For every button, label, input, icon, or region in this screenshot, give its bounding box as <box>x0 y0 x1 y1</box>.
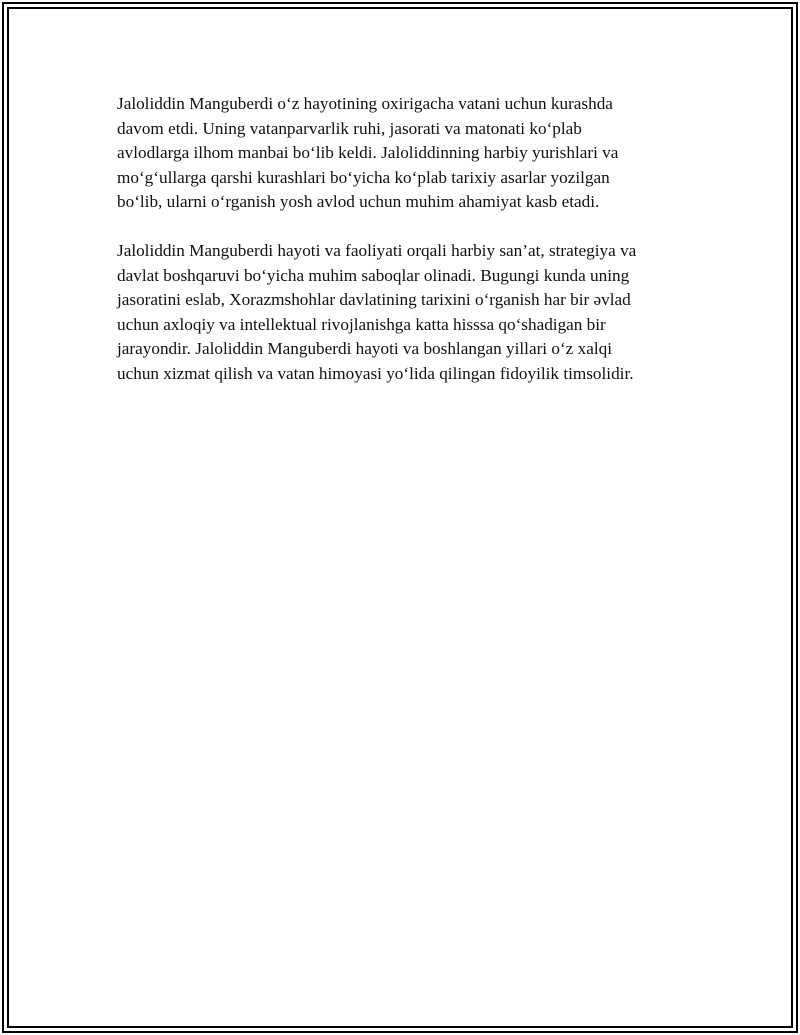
text-line: Jaloliddin Manguberdi hayoti va faoliyati orqali harbiy san’at, strategiya va <box>117 241 637 260</box>
text-line: moʻgʻullarga qarshi kurashlari boʻyicha koʻplab tarixiy asarlar yozilgan <box>117 167 610 187</box>
text-line: uchun axloqiy va intellektual rivojlanishga katta hisssa qoʻshadigan bir <box>117 314 606 334</box>
text-line: davom etdi. Uning vatanparvarlik ruhi, jasorati va matonati koʻplab <box>117 118 582 138</box>
text-line: davlat boshqaruvi boʻyicha muhim saboqlar olinadi. Bugungi kunda uning <box>117 265 630 285</box>
text-line: uchun xizmat qilish va vatan himoyasi yoʻlida qilingan fidoyilik timsolidir. <box>117 363 634 383</box>
text-line: boʻlib, ularni oʻrganish yosh avlod uchun muhim ahamiyat kasb etadi. <box>117 192 600 211</box>
document-body <box>117 92 697 411</box>
text-line: Jaloliddin Manguberdi oʻz hayotining oxirigacha vatani uchun kurashda <box>117 94 613 113</box>
text-line: avlodlarga ilhom manbai boʻlib keldi. Jaloliddinning harbiy yurishlari va <box>117 143 619 162</box>
text-line: jasoratini eslab, Xorazmshohlar davlatining tarixini oʻrganish har bir əvlad <box>117 290 631 309</box>
paragraph-1 <box>117 92 697 215</box>
text-line: jarayondir. Jaloliddin Manguberdi hayoti va boshlangan yillari oʻz xalqi <box>117 339 612 358</box>
paragraph-2 <box>117 239 697 386</box>
